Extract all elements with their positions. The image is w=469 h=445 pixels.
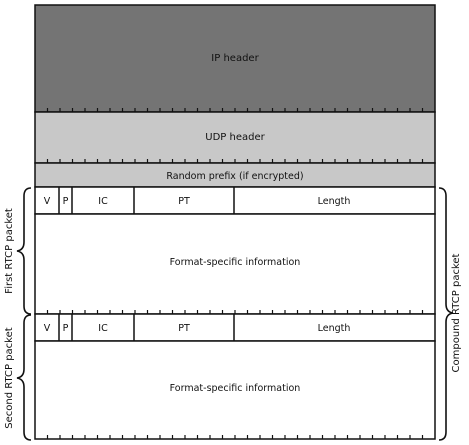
udp-header-label: UDP header (205, 132, 265, 143)
packet2-field-ic: IC (98, 323, 108, 334)
packet2-field-length: Length (317, 323, 351, 334)
packet1-field-ic: IC (98, 196, 108, 207)
packet1-field-p: P (62, 196, 69, 207)
random-prefix-label: Random prefix (if encrypted) (166, 171, 304, 182)
first-packet-label: First RTCP packet (4, 208, 15, 294)
packet1-header-row (35, 187, 435, 214)
packet2-field-pt: PT (178, 323, 190, 334)
packet2-field-p: P (62, 323, 69, 334)
first-packet-brace (17, 188, 31, 314)
ip-header-label: IP header (211, 53, 259, 64)
packet1-body-label: Format-specific information (169, 257, 301, 268)
second-packet-label: Second RTCP packet (4, 327, 15, 429)
packet1-field-length: Length (317, 196, 351, 207)
second-packet-brace (17, 315, 31, 440)
packet2-body-label: Format-specific information (169, 383, 301, 394)
packet1-field-pt: PT (178, 196, 190, 207)
packet2-field-v: V (43, 323, 51, 334)
compound-packet-label: Compound RTCP packet (451, 253, 462, 373)
packet2-header-row (35, 314, 435, 341)
packet1-field-v: V (43, 196, 51, 207)
